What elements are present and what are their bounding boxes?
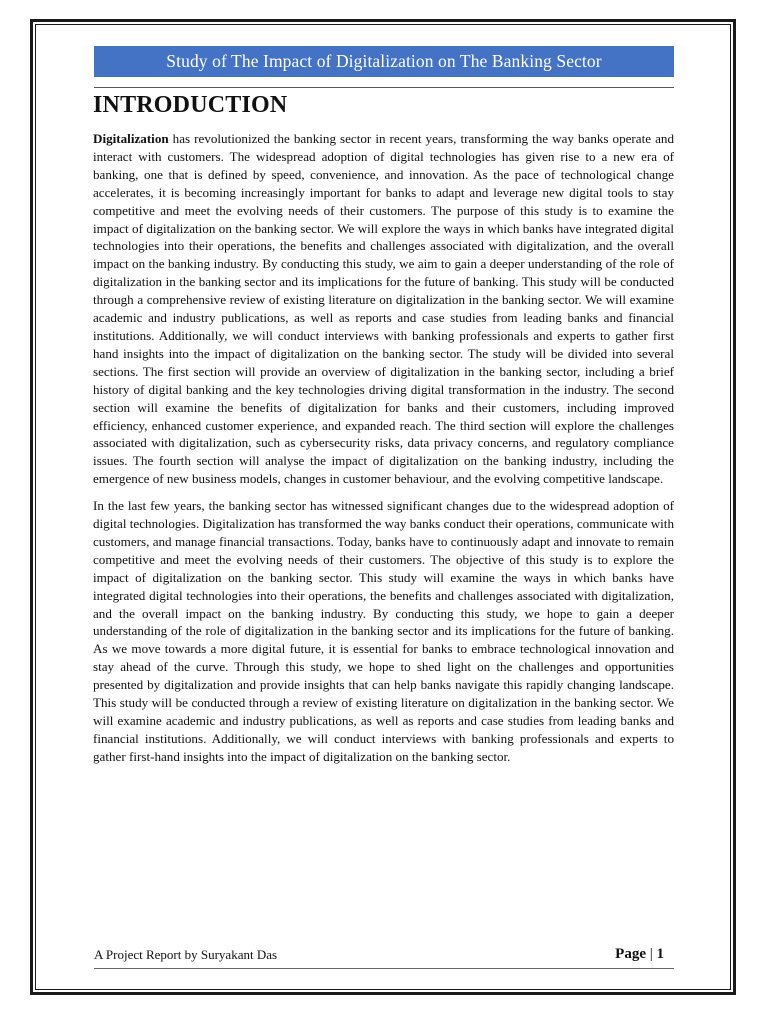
body-text bbox=[93, 130, 674, 775]
paragraph-1-text: has revolutionized the banking sector in recent years, transforming the way banks operate and interact with customers. The widespread adoption of digital technologies has given rise to a new era of banking, one that is defined by speed, convenience, and innovation. As the pace of technological change accelerates, it is becoming increasingly important for banks to adapt and leverage new digital tools to stay competitive and meet the evolving needs of their customers. The purpose of this study is to examine the impact of digitalization on the banking sector. We will explore the ways in which banks have integrated digital technologies into their operations, the benefits and challenges associated with digitalization, and the overall impact on the banking industry. By conducting this study, we aim to gain a deeper understanding of the role of digitalization in the banking sector and its implications for the future of banking. This study will be conducted through a comprehensive review of existing literature on digitalization in the banking sector. We will examine academic and industry publications, as well as reports and case studies from leading banks and financial institutions. Additionally, we will conduct interviews with banking professionals and experts to gather first hand insights into the impact of digitalization on the banking sector. The study will be divided into several sections. The first section will provide an overview of digitalization in the banking sector, including a brief history of digital banking and the key technologies driving digital transformation in the industry. The second section will examine the benefits of digitalization for banks and their customers, including improved efficiency, enhanced customer experience, and expanded reach. The third section will explore the challenges associated with digitalization, such as cybersecurity risks, data privacy concerns, and regulatory compliance issues. The fourth section will analyse the impact of digitalization on the banking industry, including the emergence of new business models, changes in customer behaviour, and the evolving competitive landscape. bbox=[93, 131, 674, 487]
page-number: 1 bbox=[656, 946, 664, 962]
page-label: Page bbox=[615, 946, 646, 962]
paragraph-1-lead-term: Digitalization bbox=[93, 131, 169, 146]
footer-author: A Project Report by Suryakant Das bbox=[94, 947, 278, 962]
document-header-title: Study of The Impact of Digitalization on The Banking Sector bbox=[94, 46, 674, 77]
paragraph-1 bbox=[93, 130, 674, 488]
section-heading: INTRODUCTION bbox=[93, 92, 288, 118]
footer-page-number bbox=[615, 944, 664, 964]
page-separator: | bbox=[649, 946, 653, 962]
paragraph-2: In the last few years, the banking sector has witnessed significant changes due to the widespread adoption of digital technologies. Digitalization has transformed the way banks conduct their operations, communicate with customers, and manage financial transactions. Today, banks have to continuously adapt and innovate to remain competitive and meet the evolving needs of their customers. The objective of this study is to explore the impact of digitalization on the banking sector. This study will examine the ways in which banks have integrated digital technologies into their operations, the benefits and challenges associated with digitalization, and the overall impact on the banking industry. By conducting this study, we hope to gain a deeper understanding of the role of digitalization in the banking sector and its implications for the future of banking. As we move towards a more digital future, it is essential for banks to embrace technological innovation and stay ahead of the curve. Through this study, we hope to shed light on the challenges and opportunities presented by digitalization and provide insights that can help banks navigate this rapidly changing landscape. This study will be conducted through a review of existing literature on digitalization in the banking sector. We will examine academic and industry publications, as well as reports and case studies from leading banks and financial institutions. Additionally, we will conduct interviews with banking professionals and experts to gather first-hand insights into the impact of digitalization on the banking sector. bbox=[93, 498, 674, 764]
footer-divider bbox=[94, 968, 674, 969]
header-divider bbox=[94, 87, 674, 88]
